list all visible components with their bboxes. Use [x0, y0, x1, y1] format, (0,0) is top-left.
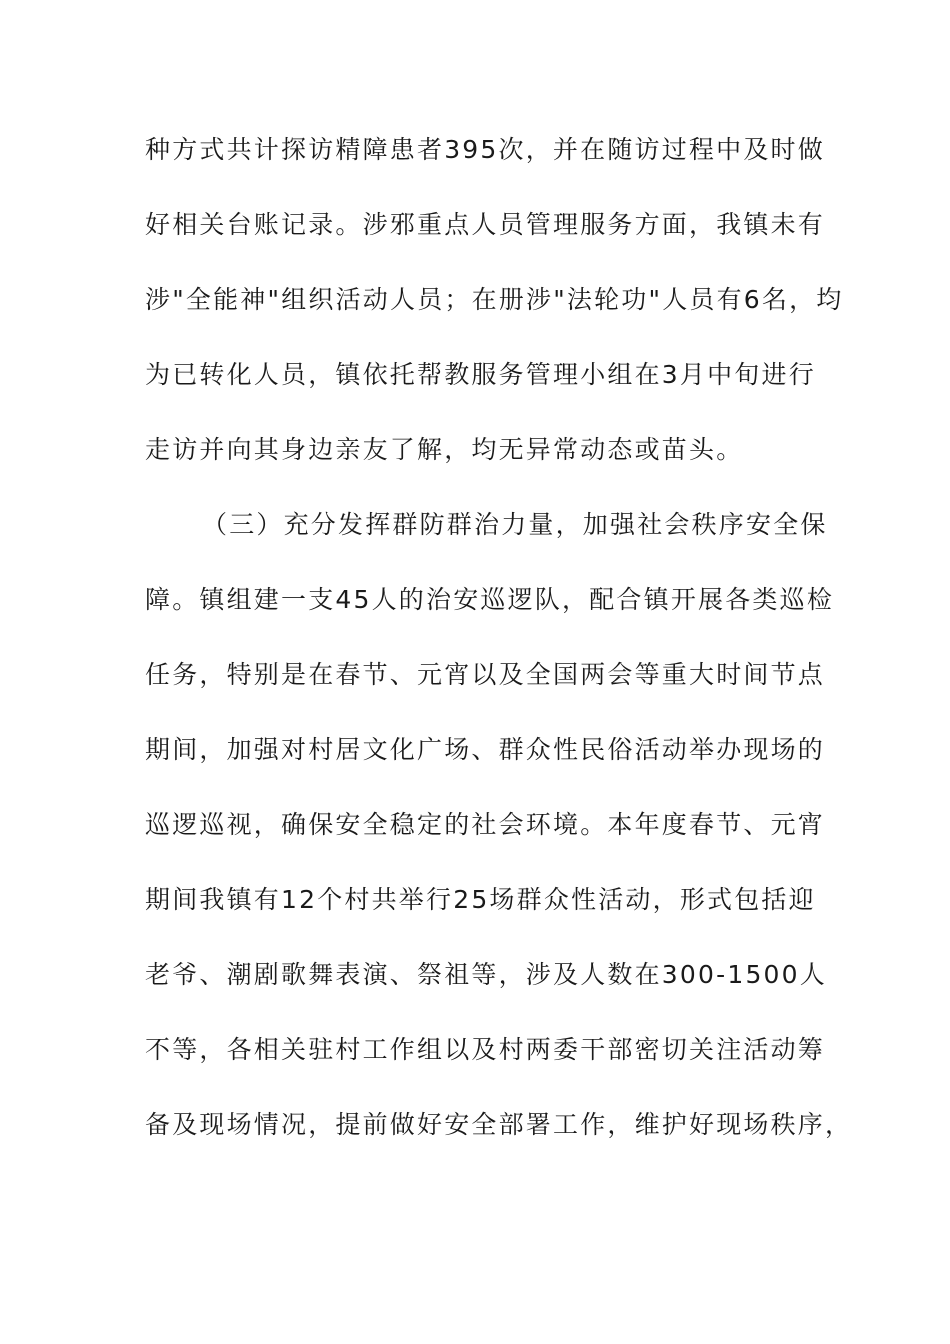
paragraph-line: 老爷、潮剧歌舞表演、祭祖等，涉及人数在300-1500人 [145, 960, 827, 989]
section-heading-line: （三）充分发挥群防群治力量，加强社会秩序安全保 [202, 510, 828, 539]
paragraph-line: 期间我镇有12个村共举行25场群众性活动，形式包括迎 [145, 885, 816, 914]
paragraph-line: 好相关台账记录。涉邪重点人员管理服务方面，我镇未有 [145, 210, 826, 239]
paragraph-line: 不等，各相关驻村工作组以及村两委干部密切关注活动筹 [145, 1035, 826, 1064]
paragraph-line: 期间，加强对村居文化广场、群众性民俗活动举办现场的 [145, 735, 826, 764]
paragraph-line: 种方式共计探访精障患者395次，并在随访过程中及时做 [145, 135, 825, 164]
paragraph-line: 障。镇组建一支45人的治安巡逻队，配合镇开展各类巡检 [145, 585, 835, 614]
paragraph-line: 巡逻巡视，确保安全稳定的社会环境。本年度春节、元宵 [145, 810, 826, 839]
paragraph-line: 走访并向其身边亲友了解，均无异常动态或苗头。 [145, 435, 744, 464]
paragraph-line: 为已转化人员，镇依托帮教服务管理小组在3月中旬进行 [145, 360, 816, 389]
paragraph-line: 备及现场情况，提前做好安全部署工作，维护好现场秩序， [145, 1110, 853, 1139]
paragraph-line: 涉"全能神"组织活动人员；在册涉"法轮功"人员有6名，均 [145, 285, 844, 314]
paragraph-line: 任务，特别是在春节、元宵以及全国两会等重大时间节点 [145, 660, 826, 689]
